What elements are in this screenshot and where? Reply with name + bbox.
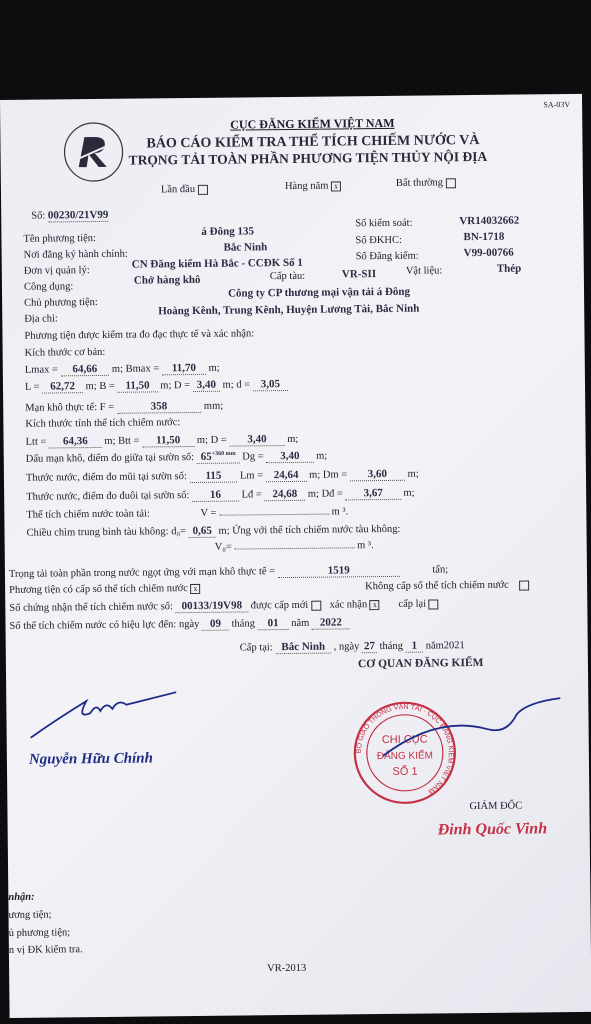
owner: Công ty CP thương mại vận tải á Đông	[227, 285, 411, 300]
svg-text:SỐ 1: SỐ 1	[392, 765, 418, 778]
ltt-row: Ltt = 64,36 m; Btt = 11,50 m; D = 3,40 m;	[25, 433, 299, 448]
title-line1: BÁO CÁO KIỂM TRA THỂ TÍCH CHIẾM NƯỚC VÀ	[146, 132, 480, 152]
calc-dims-title: Kích thước tính thể tích chiếm nước:	[25, 417, 181, 430]
recipients-label: nhận:	[8, 891, 35, 903]
lmax-row: Lmax = 64,66 m; Bmax = 11,70 m;	[24, 361, 220, 376]
use: Chở hàng khô	[133, 273, 201, 287]
report-paper	[0, 94, 591, 1018]
control-label: Số kiểm soát:	[355, 217, 413, 230]
reg-no-label: Số Đăng kiểm:	[355, 250, 419, 263]
stern-draft-row: Thước nước, điểm đo đuôi tại sườn số: 16 Lđ = 24,68 m; Dđ = 3,67 m;	[26, 487, 415, 503]
new-checkbox	[311, 600, 321, 610]
mid-draft-row: Dấu mạn khô, điểm đo giữa tại sườn số: $65^{+360 mm}$ Dg = 3,40 m;	[25, 449, 328, 465]
deadweight-row: Trọng tải toàn phần trong nước ngọt ứng với mạn khô thực tế = 1519 tấn;	[8, 564, 449, 580]
svg-text:BỘ GIAO THÔNG VẬN TẢI · CỤC ĐĂ: BỘ GIAO THÔNG VẬN TẢI · CỤC ĐĂNG KIỂM VIỆT NAM	[355, 703, 454, 795]
measure-intro: Phương tiện được kiểm tra đo đạc thực tế và xác nhận:	[24, 328, 255, 342]
director-signature-mark	[376, 694, 567, 766]
address: Hoàng Kênh, Trung Kênh, Huyện Lương Tài, Bắc Ninh	[158, 302, 420, 318]
recipient-1: ương tiện;	[8, 909, 52, 921]
control-number: VR14032662	[459, 214, 520, 228]
v0-row: V₀= m ³.	[214, 540, 374, 553]
class-label: Cấp tàu:	[269, 270, 306, 283]
svg-text:ĐĂNG KIỂM: ĐĂNG KIỂM	[376, 750, 434, 763]
unit: CN Đăng kiểm Hà Bắc - CCĐK Số 1	[131, 256, 303, 271]
recipient-3: n vị ĐK kiểm tra.	[8, 944, 83, 956]
director-name: Đinh Quốc Vinh	[437, 820, 548, 839]
owner-label: Chủ phương tiện:	[24, 296, 98, 309]
inspection-irregular: Bất thường	[396, 177, 456, 189]
inspection-annual: Hàng năm x	[285, 180, 341, 192]
inspector-name: Nguyễn Hữu Chính	[28, 750, 154, 768]
validity-row: Số thể tích chiếm nước có hiệu lực đến: ngày 09 tháng 01 năm 2022	[9, 616, 349, 632]
freeboard-row: Mạn khô thực tế: F = 358 mm;	[25, 400, 224, 414]
doc-number: Số: 00230/21V99	[31, 208, 109, 222]
cert-row: Số chứng nhận thể tích chiếm nước số: 00133/19V98 được cấp mới xác nhận x cấp lại	[9, 597, 439, 613]
issue-place-row: Cấp tại: Bắc Ninh , ngày 27 tháng 1 năm2021	[239, 639, 465, 654]
issued-checkbox: x	[190, 584, 200, 594]
svg-text:CHI CỤC: CHI CỤC	[381, 733, 428, 747]
agency-name: CỤC ĐĂNG KIỂM VIỆT NAM	[230, 115, 395, 132]
first-checkbox	[198, 184, 208, 194]
title-line2: TRỌNG TẢI TOÀN PHẦN PHƯƠNG TIỆN THỦY NỘI ĐỊA	[128, 148, 488, 168]
address-label: Địa chỉ:	[24, 313, 58, 325]
l-b-d-row: L = 62,72 m; B = 11,50 m; D = 3,40 m; d = 3,05	[25, 378, 288, 393]
not-issued-row: Không cấp sổ thể tích chiếm nước	[365, 579, 529, 592]
dkhc-number: BN-1718	[463, 230, 505, 244]
vessel-class: VR-SII	[341, 268, 377, 281]
form-version: VR-2013	[267, 962, 307, 975]
issued-row: Phương tiện có cấp sổ thể tích chiếm nước x	[9, 583, 201, 596]
authority-name: CƠ QUAN ĐĂNG KIỂM	[357, 656, 484, 671]
director-title: GIÁM ĐỐC	[469, 800, 523, 813]
material: Thép	[496, 262, 522, 275]
material-label: Vật liệu:	[405, 265, 443, 277]
form-code: SA-03V	[543, 100, 571, 110]
empty-draft-row: Chiều chìm trung bình tàu không: d₀= 0,65 m; Ứng với thể tích chiếm nước tàu không:	[26, 523, 401, 539]
reg-place-label: Nơi đăng ký hành chính:	[23, 248, 128, 261]
vr-logo	[62, 121, 125, 184]
recipient-2: ủ phương tiện;	[8, 927, 71, 939]
reg-place: Bắc Ninh	[223, 241, 268, 254]
vessel-name-label: Tên phương tiện:	[23, 233, 96, 245]
bow-draft-row: Thước nước, điểm đo mũi tại sườn số: 115 Lm = 24,64 m; Dm = 3,60 m;	[25, 467, 419, 484]
not-issued-checkbox	[519, 580, 529, 590]
use-label: Công dụng:	[23, 281, 74, 293]
inspector-signature-mark	[26, 688, 187, 750]
dkhc-label: Số ĐKHC:	[355, 234, 402, 247]
confirm-checkbox: x	[370, 600, 380, 610]
basic-dims-title: Kích thước cơ bản:	[24, 346, 106, 359]
vessel-name: á Đông 135	[201, 225, 255, 238]
unit-label: Đơn vị quản lý:	[23, 265, 90, 277]
volume-row: Thể tích chiếm nước toàn tải: V = m ³.	[26, 506, 349, 521]
inspection-first: Lần đầu	[161, 184, 208, 195]
reissue-checkbox	[429, 599, 439, 609]
reg-no: V99-00766	[463, 246, 514, 260]
annual-checkbox: x	[331, 181, 341, 191]
irregular-checkbox	[446, 178, 456, 188]
